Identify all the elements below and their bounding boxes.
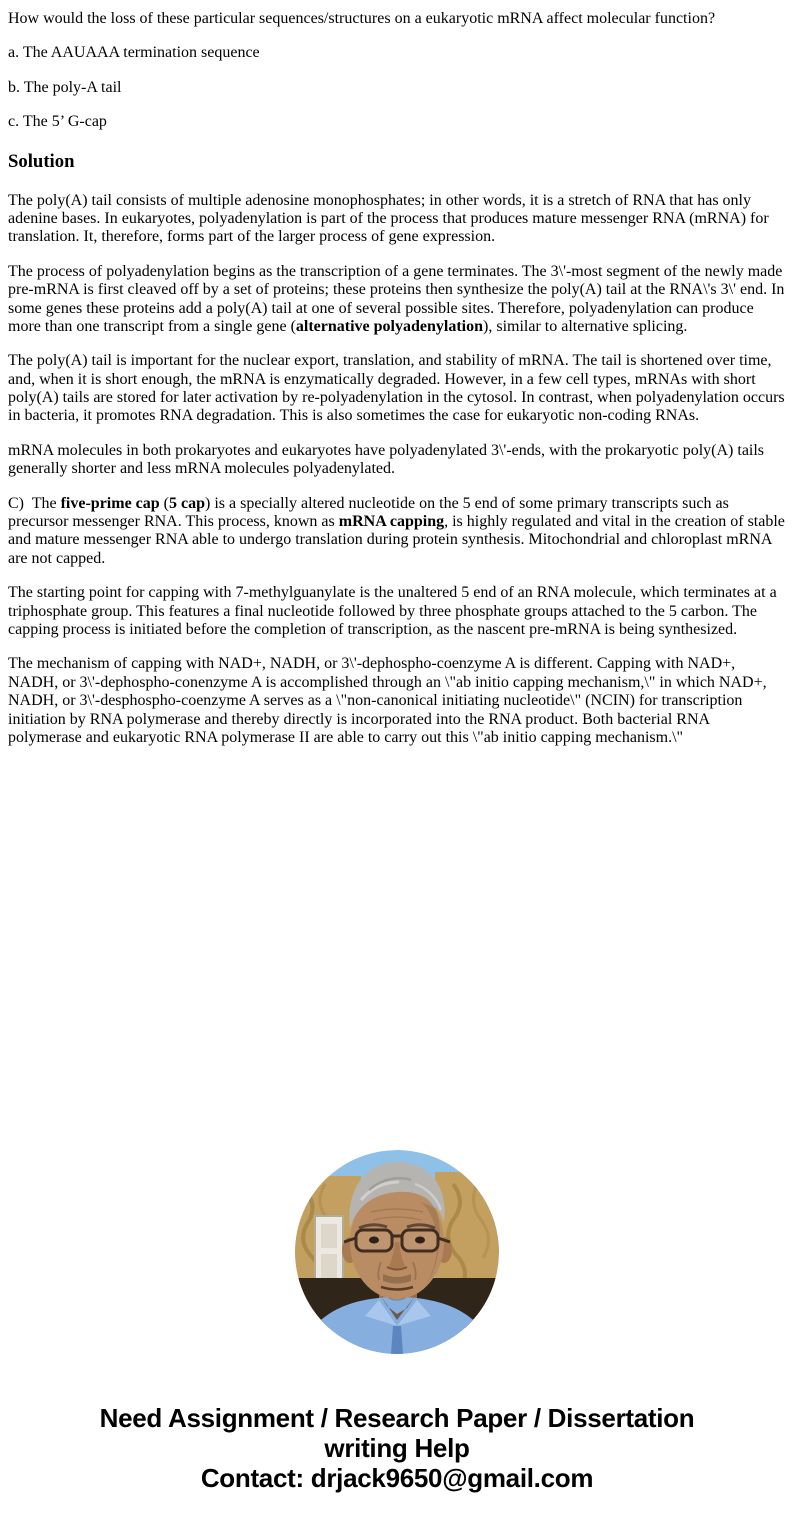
footer-contact-email: Contact: drjack9650@gmail.com [200,1463,594,1493]
solution-paragraph: mRNA molecules in both prokaryotes and eukaryotes have polyadenylated 3\'-ends, with the prokaryotic poly(A) tails generally shorter and less mRNA molecules polyadenylated. [8,441,769,478]
solution-paragraph: The poly(A) tail is important for the nuclear export, translation, and stability of mRNA. The tail is shortened over time, and, when it is short enough, the mRNA is enzymatically degraded. However, in a few cell types, mRNAs with short poly(A) tails are stored for later activation by re-polyadenylation in the cytosol. In contrast, when polyadenylation occurs in bacteria, it promotes RNA degradation. This is also sometimes the case for eukaryotic non-coding RNAs. [8,352,789,425]
footer-banner [0,1403,794,1493]
solution-paragraph: The starting point for capping with 7-methylguanylate is the unaltered 5 end of an RNA molecule, which terminates at a triphosphate group. This features a final nucleotide followed by three phosphate groups attached to the 5 carbon. The capping process is initiated before the completion of transcription, as the nascent pre-mRNA is being synthesized. [8,584,781,638]
solution-paragraphs [8,191,789,748]
footer-line-2: writing Help [324,1433,470,1463]
question-option: b. The poly-A tail [8,78,122,96]
solution-paragraph: The poly(A) tail consists of multiple adenosine monophosphates; in other words, it is a stretch of RNA that has only adenine bases. In eukaryotes, polyadenylation is part of the process that produces mature messenger RNA (mRNA) for translation. It, therefore, forms part of the larger process of gene expression. [8,191,773,246]
solution-paragraph: The mechanism of capping with NAD+, NADH, or 3\'-dephospho-coenzyme A is different. Capping with NAD+, NADH, or 3\'-dephospho-conenzyme A is accomplished through an \"ab initio capping mechanism,\" in which NAD+, NADH, or 3\'-desphospho-coenzyme A serves as a \"non-canonical initiating nucleotide\" (NCIN) for transcription initiation by RNA polymerase and thereby directly is incorporated into the RNA product. Both bacterial RNA polymerase and eukaryotic RNA polymerase II are able to carry out this \"ab initio capping mechanism.\" [8,655,771,746]
question-options [8,44,786,131]
solution-paragraph: C) The five-prime cap (5 cap) is a specially altered nucleotide on the 5 end of some primary transcripts such as precursor messenger RNA. This process, known as mRNA capping, is highly regulated and vital in the creation of stable and mature messenger RNA able to undergo translation during protein synthesis. Mitochondrial and chloroplast mRNA are not capped. [8,494,789,567]
solution-heading: Solution [8,150,75,172]
question-option: a. The AAUAAA termination sequence [8,44,260,62]
profile-photo [295,1150,499,1354]
footer-line-1: Need Assignment / Research Paper / Dissertation [99,1403,695,1433]
question-option: c. The 5’ G-cap [8,113,107,131]
solution-paragraph: The process of polyadenylation begins as the transcription of a gene terminates. The 3\'-most segment of the newly made pre-mRNA is first cleaved off by a set of proteins; these proteins then synthesize the poly(A) tail at the RNA\'s 3\' end. In some genes these proteins add a poly(A) tail at one of several possible sites. Therefore, polyadenylation can produce more than one transcript from a single gene (alternative polyadenylation), similar to alternative splicing. [8,262,789,335]
question-prompt: How would the loss of these particular sequences/structures on a eukaryotic mRNA affect molecular function? [8,10,716,27]
profile-photo-illustration [295,1150,499,1354]
